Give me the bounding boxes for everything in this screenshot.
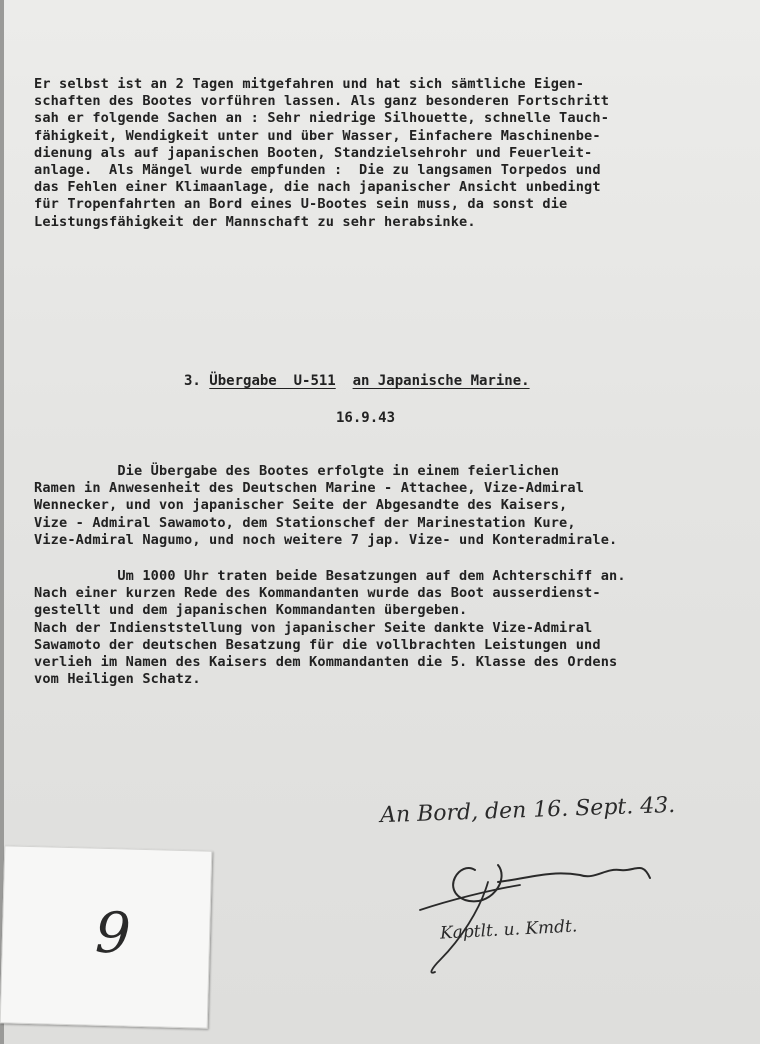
heading-title-part-1: Übergabe U-511 xyxy=(209,373,336,389)
handwritten-signature-block xyxy=(380,790,720,990)
heading-number: 3. xyxy=(184,373,210,389)
heading-title-part-2: an Japanische Marine. xyxy=(352,373,530,389)
section-heading xyxy=(184,373,530,389)
section-date: 16.9.43 xyxy=(336,410,396,426)
typed-paragraph-2: Die Übergabe des Bootes erfolgte in einem feierlichen Ramen in Anwesenheit des Deutschen Marine - Attachee, Vize-Admiral Wennecker, und von japanischer Seite der Abgesandte des Kaisers, Vize - Admiral Sawamoto, dem Stationschef der Marinestation Kure, Vize-Admiral Nagumo, und noch weitere 7 jap. Vize- und Konteradmirale. xyxy=(34,463,618,548)
typed-paragraph-1: Er selbst ist an 2 Tagen mitgefahren und hat sich sämtliche Eigen- schaften des Bootes vorführen lassen. Als ganz besonderen Fortschritt sah er folgende Sachen an : Sehr niedrige Silhouette, schnelle Tauch- fähigkeit, Wendigkeit unter und über Wasser, Einfachere Maschinenbe- dienung als auf japanischen Booten, Standzielsehrohr und Feuerleit- anlage. Als Mängel wurde empfunden : Die zu langsamen Torpedos und das Fehlen einer Klimaanlage, die nach japanischer Ansicht unbedingt für Tropenfahrten an Bord eines U-Bootes sein muss, da sonst die Leistungsfähigkeit der Mannschaft zu sehr herabsinke. xyxy=(34,76,610,230)
handwritten-rank: Kaptlt. u. Kmdt. xyxy=(439,916,578,944)
note-page-number: 9 xyxy=(94,900,132,967)
signature-scribble-icon xyxy=(380,790,720,990)
typed-paragraph-3: Um 1000 Uhr traten beide Besatzungen auf dem Achterschiff an. Nach einer kurzen Rede des Kommandanten wurde das Boot ausserdienst- gestellt und dem japanischen Kommandanten übergeben. Nach der Indienststellung von japanischer Seite dankte Vize-Admiral Sawamoto der deutschen Besatzung für die vollbrachten Leistungen und verlieh im Namen des Kaisers dem Kommandanten die 5. Klasse des Ordens vom Heiligen Schatz. xyxy=(34,568,626,688)
handwritten-place-date: An Bord, den 16. Sept. 43. xyxy=(379,792,676,829)
attached-note xyxy=(0,845,212,1028)
heading-spacer xyxy=(336,373,353,389)
